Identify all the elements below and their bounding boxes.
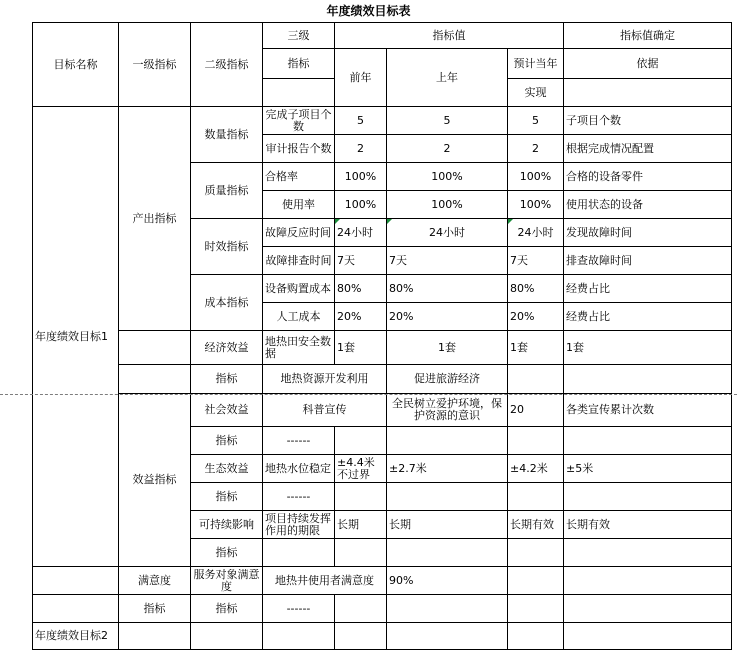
value-prev: 7天 <box>335 247 387 275</box>
level3-indicator: ------ <box>263 483 335 511</box>
header-level2: 二级指标 <box>191 23 263 107</box>
value-expected: 5 <box>508 107 564 135</box>
level3-indicator: 地热井使用者满意度 <box>263 567 387 595</box>
empty-cell <box>263 539 335 567</box>
empty-cell <box>33 595 119 623</box>
value-last: 全民树立爱护环境，保护资源的意识 <box>387 394 508 427</box>
value-prev: 100% <box>335 163 387 191</box>
level3-indicator: 地热田安全数据 <box>263 331 335 365</box>
empty-cell <box>564 623 732 650</box>
indicator-group-label: 指标 <box>119 595 191 623</box>
value-basis: 经费占比 <box>564 275 732 303</box>
level3-indicator: 设备购置成本 <box>263 275 335 303</box>
level3-indicator: 合格率 <box>263 163 335 191</box>
value-last: 100% <box>387 163 508 191</box>
value-prev: 5 <box>335 107 387 135</box>
empty-cell <box>508 483 564 511</box>
value-last: ±2.7米 <box>387 455 508 483</box>
header-last-year: 上年 <box>387 49 508 107</box>
level2-indicator: 指标 <box>191 427 263 455</box>
value-last: 2 <box>387 135 508 163</box>
level2-timeliness: 时效指标 <box>191 219 263 275</box>
benefit-group-label: 效益指标 <box>119 394 191 567</box>
value-last: 5 <box>387 107 508 135</box>
value-prev: 100% <box>335 191 387 219</box>
header-target-name: 目标名称 <box>33 23 119 107</box>
level2-ecological: 生态效益 <box>191 455 263 483</box>
level2-indicator: 指标 <box>191 365 263 394</box>
empty-cell <box>335 427 387 455</box>
header-empty-cell <box>564 79 732 107</box>
level2-indicator: 指标 <box>191 483 263 511</box>
level2-cost: 成本指标 <box>191 275 263 331</box>
level2-social: 社会效益 <box>191 394 263 427</box>
value-prev: 2 <box>335 135 387 163</box>
empty-cell <box>387 483 508 511</box>
value-expected: ±4.2米 <box>508 455 564 483</box>
level2-indicator: 指标 <box>191 595 263 623</box>
value-expected: 20% <box>508 303 564 331</box>
value-last: 100% <box>387 191 508 219</box>
value-expected: 100% <box>508 163 564 191</box>
empty-cell <box>564 483 732 511</box>
satisfaction-group-label: 满意度 <box>119 567 191 595</box>
value-prev: ±4.4米不过界 <box>335 455 387 483</box>
value-basis: 合格的设备零件 <box>564 163 732 191</box>
empty-cell <box>263 623 335 650</box>
empty-cell <box>508 427 564 455</box>
level2-sustainability: 可持续影响 <box>191 511 263 539</box>
page-title: 年度绩效目标表 <box>326 4 411 18</box>
value-prev: 24小时 <box>335 219 387 247</box>
empty-cell <box>564 427 732 455</box>
empty-cell <box>119 331 191 365</box>
level3-indicator: 地热水位稳定 <box>263 455 335 483</box>
level3-indicator: 地热资源开发利用 <box>263 365 387 394</box>
level2-economic: 经济效益 <box>191 331 263 365</box>
header-basis-title: 指标值确定 <box>564 23 732 49</box>
value-expected: 20 <box>508 394 564 427</box>
level3-indicator: 使用率 <box>263 191 335 219</box>
header-expected-line2: 实现 <box>508 79 564 107</box>
value-prev: 1套 <box>335 331 387 365</box>
level3-indicator: 科普宣传 <box>263 394 387 427</box>
header-value: 指标值 <box>335 23 564 49</box>
empty-cell <box>564 595 732 623</box>
value-expected: 100% <box>508 191 564 219</box>
empty-cell <box>508 623 564 650</box>
empty-cell <box>387 427 508 455</box>
value-basis: 各类宣传累计次数 <box>564 394 732 427</box>
value-last: 24小时 <box>387 219 508 247</box>
level2-quantity: 数量指标 <box>191 107 263 163</box>
empty-cell <box>508 595 564 623</box>
level3-indicator: ------ <box>263 595 335 623</box>
header-prev-year: 前年 <box>335 49 387 107</box>
value-last: 促进旅游经济 <box>387 365 508 394</box>
empty-cell <box>564 567 732 595</box>
empty-cell <box>387 623 508 650</box>
header-level1: 一级指标 <box>119 23 191 107</box>
header-expected: 预计当年 <box>508 49 564 79</box>
value-expected: 1套 <box>508 331 564 365</box>
performance-target-table <box>32 22 732 650</box>
empty-cell <box>119 623 191 650</box>
value-basis: ±5米 <box>564 455 732 483</box>
level2-quality: 质量指标 <box>191 163 263 219</box>
value-prev: 80% <box>335 275 387 303</box>
goal1-label: 年度绩效目标1 <box>33 107 119 567</box>
header-indicator: 指标 <box>263 49 335 79</box>
value-basis: 经费占比 <box>564 303 732 331</box>
value-basis: 使用状态的设备 <box>564 191 732 219</box>
value-prev: 20% <box>335 303 387 331</box>
header-basis: 依据 <box>564 49 732 79</box>
level3-indicator: ------ <box>263 427 335 455</box>
level2-indicator: 指标 <box>191 539 263 567</box>
empty-cell <box>508 365 564 394</box>
value-expected: 80% <box>508 275 564 303</box>
level3-indicator: 完成子项目个数 <box>263 107 335 135</box>
value-last: 7天 <box>387 247 508 275</box>
empty-cell <box>508 567 564 595</box>
empty-cell <box>335 483 387 511</box>
value-basis: 根据完成情况配置 <box>564 135 732 163</box>
goal2-label: 年度绩效目标2 <box>33 623 119 650</box>
header-level3: 三级 <box>263 23 335 49</box>
value-basis: 排查故障时间 <box>564 247 732 275</box>
empty-cell <box>335 623 387 650</box>
value-last: 80% <box>387 275 508 303</box>
empty-cell <box>335 595 387 623</box>
empty-cell <box>191 623 263 650</box>
empty-cell <box>387 539 508 567</box>
level2-service-satisfaction: 服务对象满意度 <box>191 567 263 595</box>
level3-indicator: 故障排查时间 <box>263 247 335 275</box>
value-last: 1套 <box>387 331 508 365</box>
level3-indicator: 人工成本 <box>263 303 335 331</box>
empty-cell <box>335 539 387 567</box>
header-empty-cell <box>263 79 335 107</box>
value-expected: 7天 <box>508 247 564 275</box>
value-basis: 子项目个数 <box>564 107 732 135</box>
value-expected: 24小时 <box>508 219 564 247</box>
empty-cell <box>119 365 191 394</box>
level3-indicator: 故障反应时间 <box>263 219 335 247</box>
output-group-label: 产出指标 <box>119 107 191 331</box>
empty-cell <box>564 539 732 567</box>
empty-cell <box>508 539 564 567</box>
value-prev: 长期 <box>335 511 387 539</box>
value-basis: 1套 <box>564 331 732 365</box>
value-basis: 长期有效 <box>564 511 732 539</box>
value-last: 90% <box>387 567 508 595</box>
level3-indicator: 项目持续发挥作用的期限 <box>263 511 335 539</box>
page-break-line <box>0 394 737 395</box>
value-basis: 发现故障时间 <box>564 219 732 247</box>
empty-cell <box>564 365 732 394</box>
value-expected: 2 <box>508 135 564 163</box>
value-expected: 长期有效 <box>508 511 564 539</box>
empty-cell <box>33 567 119 595</box>
empty-cell <box>387 595 508 623</box>
value-last: 20% <box>387 303 508 331</box>
level3-indicator: 审计报告个数 <box>263 135 335 163</box>
value-last: 长期 <box>387 511 508 539</box>
